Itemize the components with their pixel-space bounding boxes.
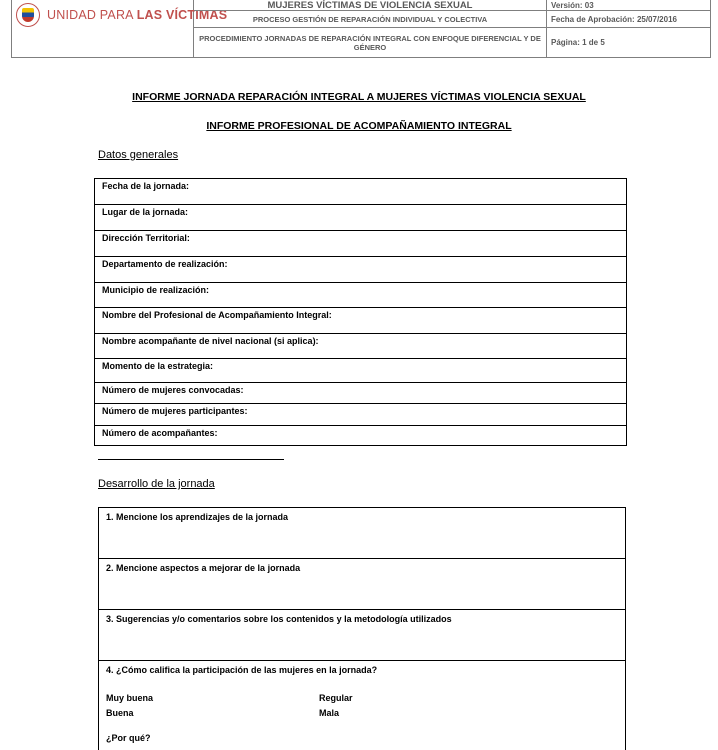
document-header [11,0,711,58]
field-acompanantes[interactable]: Número de acompañantes: [102,428,218,438]
question-4-label: 4. ¿Cómo califica la participación de las mujeres en la jornada? [106,665,378,675]
approval-date: Fecha de Aprobación: 25/07/2016 [547,11,710,28]
question-3[interactable]: 3. Sugerencias y/o comentarios sobre los contenidos y la metodología utilizados [99,610,625,661]
option-regular[interactable]: Regular [319,693,353,703]
page-number: Página: 1 de 5 [551,38,605,47]
option-buena[interactable]: Buena [106,708,134,718]
field-lugar[interactable]: Lugar de la jornada: [95,205,626,231]
development-heading: Desarrollo de la jornada [98,478,215,490]
header-right [547,0,710,57]
development-table [98,507,626,750]
field-acompanante[interactable]: Nombre acompañante de nivel nacional (si aplica): [95,334,626,359]
sub-title: INFORME PROFESIONAL DE ACOMPAÑAMIENTO INTEGRAL [206,120,512,132]
logo-text-bold: LAS VÍCTIMAS [136,8,228,22]
colombia-seal-icon [16,3,40,27]
main-title: INFORME JORNADA REPARACIÓN INTEGRAL A MUJERES VÍCTIMAS VIOLENCIA SEXUAL [132,91,586,103]
field-departamento[interactable]: Departamento de realización: [95,257,626,283]
field-municipio[interactable]: Municipio de realización: [95,283,626,308]
logo-text-regular: UNIDAD PARA [47,8,137,22]
option-mala[interactable]: Mala [319,708,340,718]
general-data-table [94,178,627,446]
question-4 [99,661,625,750]
why-label: ¿Por qué? [106,733,151,743]
doc-title: MUJERES VÍCTIMAS DE VIOLENCIA SEXUAL [194,0,546,11]
field-convocadas[interactable]: Número de mujeres convocadas: [95,383,626,404]
version: Versión: 03 [547,0,710,11]
field-profesional[interactable]: Nombre del Profesional de Acompañamiento Integral: [95,308,626,334]
header-middle [194,0,547,57]
question-2[interactable]: 2. Mencione aspectos a mejorar de la jornada [99,559,625,610]
field-fecha[interactable]: Fecha de la jornada: [95,179,626,205]
process-name: PROCESO GESTIÓN DE REPARACIÓN INDIVIDUAL Y COLECTIVA [194,11,546,28]
logo-cell [12,0,228,57]
general-data-heading: Datos generales [98,149,179,161]
procedure-name: PROCEDIMIENTO JORNADAS DE REPARACIÓN INTEGRAL CON ENFOQUE DIFERENCIAL Y DE GÉNERO [199,33,541,52]
field-momento[interactable]: Momento de la estrategia: [95,359,626,383]
field-direccion[interactable]: Dirección Territorial: [95,231,626,257]
separator-line [98,459,284,460]
question-1[interactable]: 1. Mencione los aprendizajes de la jornada [99,508,625,559]
field-participantes[interactable]: Número de mujeres participantes: [95,404,626,426]
option-muy-buena[interactable]: Muy buena [106,693,154,703]
